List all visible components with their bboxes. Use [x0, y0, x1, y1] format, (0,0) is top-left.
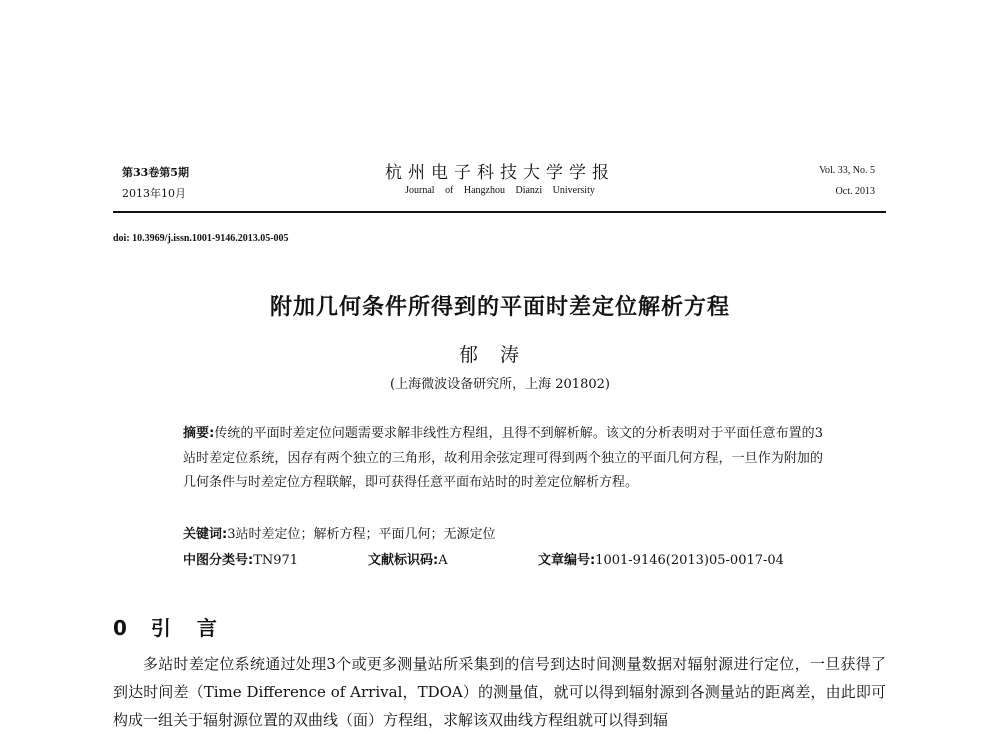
date-en: Oct. 2013: [835, 186, 875, 197]
article-number: [538, 549, 784, 568]
keywords-text: 3站时差定位；解析方程；平面几何；无源定位: [227, 527, 496, 542]
section-number: 0: [113, 616, 127, 640]
clc-value: TN971: [253, 553, 299, 568]
clc-label: 中图分类号:: [183, 553, 254, 568]
article-number-value: 1001-9146(2013)05-0017-04: [595, 553, 784, 568]
body-paragraph: 多站时差定位系统通过处理3个或更多测量站所采集到的信号到达时间测量数据对辐射源进行定位，一旦获得了到达时间差（Time Difference of Arrival，TDOA）的测量值，就可以得到辐射源到各测量站的距离差，由此即可构成一组关于辐射源位置的双曲线（面）方程组，求解该双曲线方程组就可以得到辐: [113, 655, 886, 729]
abstract: [183, 422, 823, 496]
doi: doi: 10.3969/j.issn.1001-9146.2013.05-005: [113, 233, 289, 244]
section-title-part1: 引: [150, 616, 171, 640]
document-code-label: 文献标识码:: [368, 553, 439, 568]
author: 郁涛: [458, 344, 541, 366]
volume-issue-en: Vol. 33, No. 5: [819, 165, 875, 176]
paper-title: 附加几何条件所得到的平面时差定位解析方程: [269, 295, 730, 320]
article-number-label: 文章编号:: [538, 553, 596, 568]
document-code-value: A: [438, 553, 448, 568]
volume-issue-cn: 第33卷第5期: [122, 166, 189, 179]
keywords-label: 关键词:: [183, 527, 228, 542]
affiliation: (上海微波设备研究所，上海 201802): [390, 377, 610, 392]
clc-number: [183, 549, 298, 568]
document-code: [368, 549, 448, 568]
abstract-text: 传统的平面时差定位问题需要求解非线性方程组，且得不到解析解。该文的分析表明对于平面任意布置的3站时差定位系统，因存有两个独立的三角形，故利用余弦定理可得到两个独立的平面几何方程，一旦作为附加的几何条件与时差定位方程联解，即可获得任意平面布站时的时差定位解析方程。: [183, 426, 823, 490]
section-title-part2: 言: [196, 616, 217, 640]
date-cn: 2013年10月: [122, 187, 186, 200]
journal-name-cn: 杭州电子科技大学学报: [385, 163, 615, 183]
keywords: [183, 523, 495, 542]
section-heading: [113, 612, 217, 641]
header-rule: [113, 211, 886, 213]
abstract-label: 摘要:: [183, 426, 215, 441]
journal-name-en: Journal of Hangzhou Dianzi University: [405, 185, 595, 196]
